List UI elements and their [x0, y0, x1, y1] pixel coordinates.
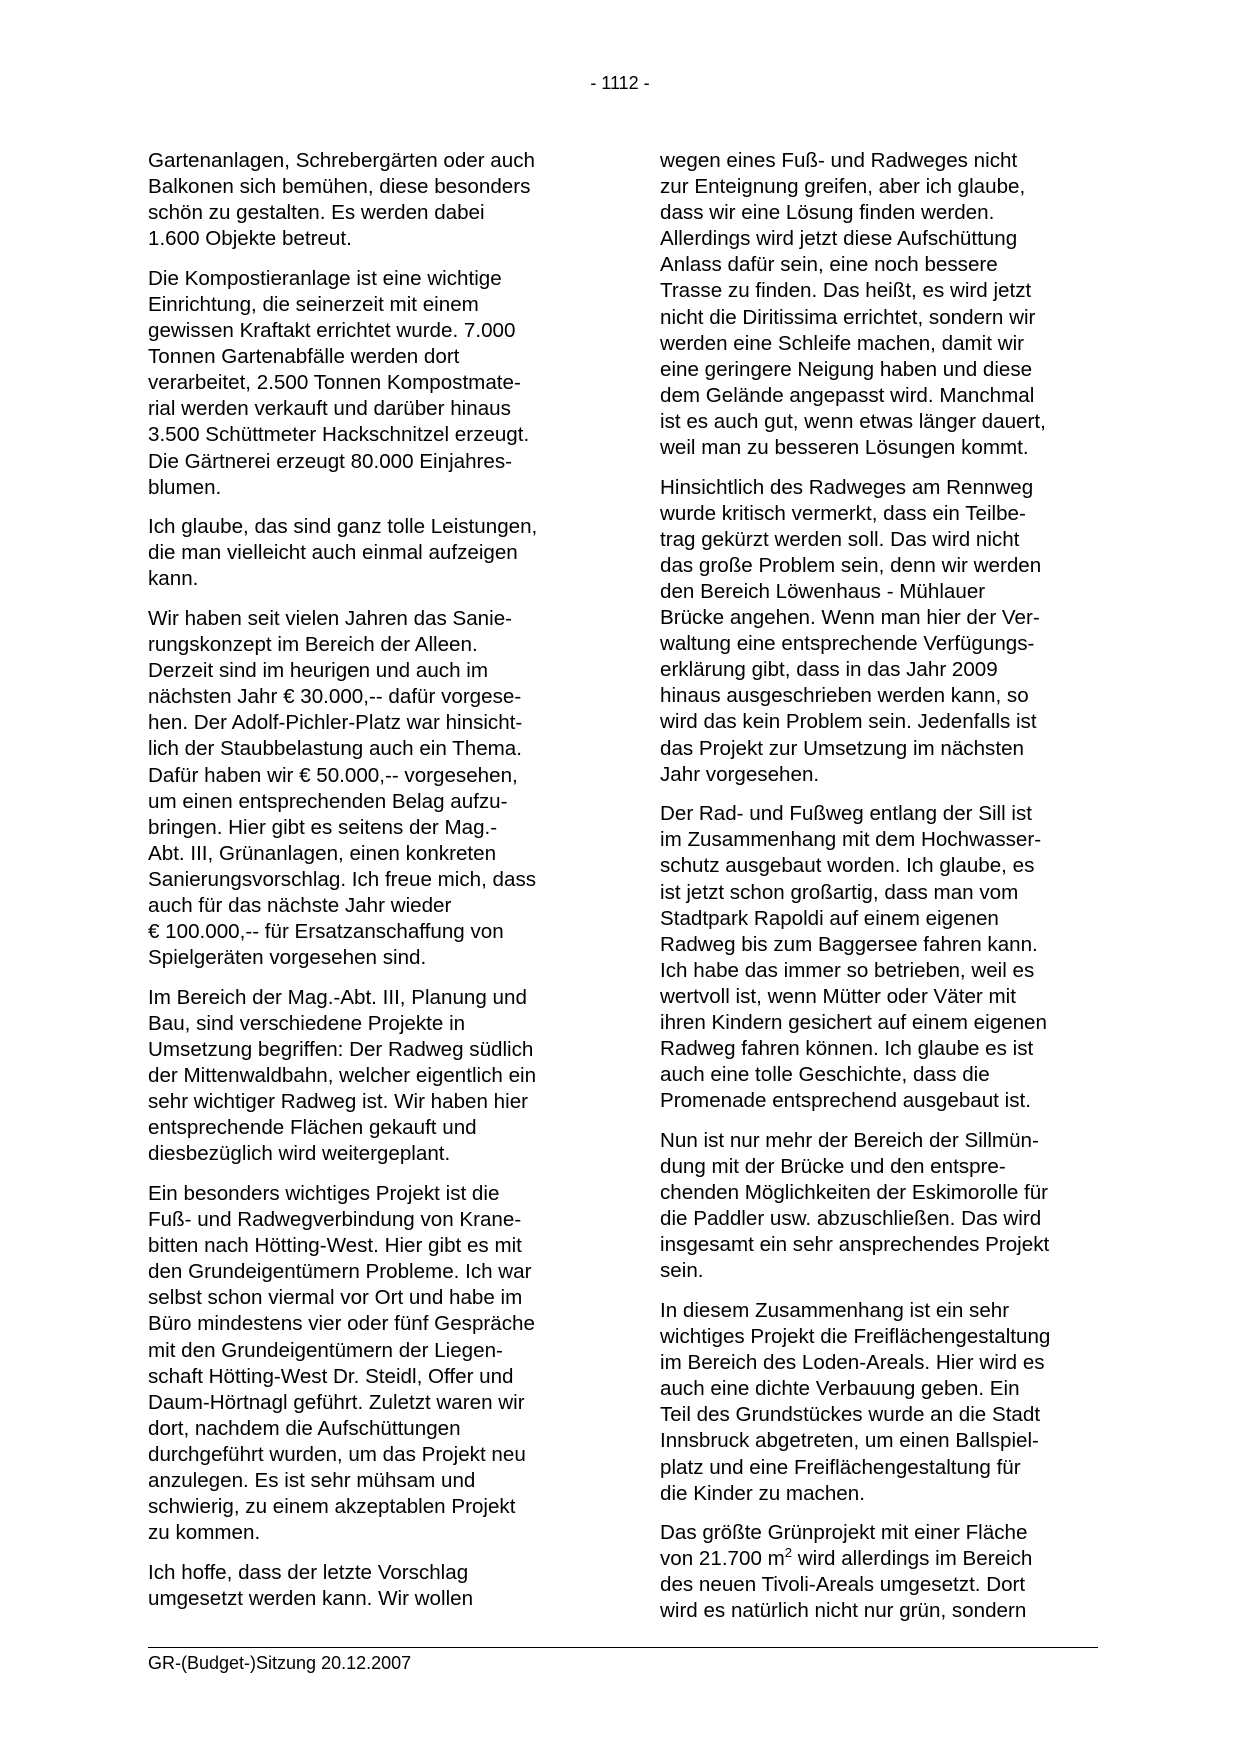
text-line: entsprechende Flächen gekauft und: [148, 1116, 477, 1140]
paragraph: [660, 475, 1105, 788]
paragraph: [148, 1181, 593, 1546]
text-fragment: von 21.700 m: [660, 1547, 785, 1571]
text-line: Büro mindestens vier oder fünf Gespräche: [148, 1312, 535, 1336]
text-line: anzulegen. Es ist sehr mühsam und: [148, 1469, 476, 1492]
paragraph: [148, 985, 593, 1168]
text-line: Innsbruck abgetreten, um einen Ballspiel-: [660, 1429, 1039, 1453]
text-line: Radweg fahren können. Ich glaube es ist: [660, 1037, 1034, 1061]
text-line: durchgeführt wurden, um das Projekt neu: [148, 1442, 526, 1466]
text-line: Das größte Grünprojekt mit einer Fläche: [660, 1521, 1028, 1545]
text-line: um einen entsprechenden Belag aufzu-: [148, 789, 508, 813]
text-line: Wir haben seit vielen Jahren das Sanie-: [148, 607, 513, 630]
text-line: schön zu gestalten. Es werden dabei: [148, 201, 485, 225]
paragraph: [148, 148, 593, 252]
text-line: Trasse zu finden. Das heißt, es wird jetzt: [660, 279, 1032, 303]
text-line: Ich habe das immer so betrieben, weil es: [660, 958, 1035, 982]
text-line: Die Kompostieranlage ist eine wichtige: [148, 266, 502, 290]
text-line: waltung eine entsprechende Verfügungs-: [660, 632, 1035, 656]
text-line: schwierig, zu einem akzeptablen Projekt: [148, 1495, 516, 1519]
text-line: wertvoll ist, wenn Mütter oder Väter mit: [660, 984, 1016, 1008]
text-line: insgesamt ein sehr ansprechendes Projekt: [660, 1233, 1050, 1257]
text-line: lich der Staubbelastung auch ein Thema.: [148, 737, 522, 761]
text-line: trag gekürzt werden soll. Das wird nicht: [660, 527, 1020, 551]
text-line: Einrichtung, die seinerzeit mit einem: [148, 292, 479, 316]
paragraph: [660, 148, 1105, 461]
text-line: des neuen Tivoli-Areals umgesetzt. Dort: [660, 1573, 1026, 1597]
text-line: platz und eine Freiflächengestaltung für: [660, 1455, 1021, 1479]
text-line: selbst schon viermal vor Ort und habe im: [148, 1286, 523, 1310]
text-line: Spielgeräten vorgesehen sind.: [148, 946, 427, 970]
text-line: zu kommen.: [148, 1521, 261, 1545]
left-column: [148, 148, 593, 1625]
text-line: diesbezüglich wird weitergeplant.: [148, 1142, 451, 1166]
text-line: der Mittenwaldbahn, welcher eigentlich ein: [148, 1064, 537, 1088]
text-line: Daum-Hörtnagl geführt. Zuletzt waren wir: [148, 1390, 525, 1414]
text-line: gewissen Kraftakt errichtet wurde. 7.000: [148, 319, 516, 343]
text-line: dung mit der Brücke und den entspre-: [660, 1154, 1006, 1178]
text-line: sehr wichtiger Radweg ist. Wir haben hier: [148, 1090, 528, 1114]
text-line: Allerdings wird jetzt diese Aufschüttung: [660, 227, 1018, 251]
footer-text: GR-(Budget-)Sitzung 20.12.2007: [148, 1653, 412, 1673]
text-line: nicht die Diritissima errichtet, sondern wir: [660, 305, 1036, 329]
text-line: die man vielleicht auch einmal aufzeigen: [148, 541, 518, 565]
text-line: rungskonzept im Bereich der Alleen.: [148, 633, 478, 657]
text-line: dort, nachdem die Aufschüttungen: [148, 1416, 461, 1440]
text-line: das große Problem sein, denn wir werden: [660, 553, 1042, 577]
text-line: werden eine Schleife machen, damit wir: [660, 331, 1025, 355]
text-line: Fuß- und Radwegverbindung von Krane-: [148, 1208, 522, 1232]
text-line: € 100.000,-- für Ersatzanschaffung von: [148, 920, 504, 944]
text-line: Bau, sind verschiedene Projekte in: [148, 1011, 466, 1035]
text-line: hinaus ausgeschrieben werden kann, so: [660, 684, 1029, 708]
text-line: Ich glaube, das sind ganz tolle Leistungen,: [148, 515, 538, 539]
text-line: Balkonen sich bemühen, diese besonders: [148, 175, 531, 199]
text-line: Radweg bis zum Baggersee fahren kann.: [660, 932, 1038, 956]
text-line: zur Enteignung greifen, aber ich glaube,: [660, 175, 1026, 199]
text-fragment: wird allerdings im Bereich: [792, 1547, 1033, 1571]
text-line: ihren Kindern gesichert auf einem eigenen: [660, 1011, 1047, 1034]
text-line: hen. Der Adolf-Pichler-Platz war hinsicht-: [148, 711, 523, 735]
text-line: [660, 1546, 1105, 1572]
text-line: Stadtpark Rapoldi auf einem eigenen: [660, 906, 999, 930]
text-line: die Kinder zu machen.: [660, 1481, 865, 1505]
text-line: wird es natürlich nicht nur grün, sondern: [660, 1599, 1027, 1623]
text-line: im Bereich des Loden-Areals. Hier wird es: [660, 1351, 1045, 1375]
text-line: dem Gelände angepasst wird. Manchmal: [660, 383, 1035, 407]
text-line: wichtiges Projekt die Freiflächengestaltung: [660, 1325, 1051, 1349]
text-line: Jahr vorgesehen.: [660, 762, 820, 786]
text-line: auch eine dichte Verbauung geben. Ein: [660, 1377, 1020, 1401]
text-line: schaft Hötting-West Dr. Steidl, Offer und: [148, 1364, 514, 1388]
text-line: umgesetzt werden kann. Wir wollen: [148, 1586, 474, 1610]
text-line: wurde kritisch vermerkt, dass ein Teilbe-: [660, 501, 1026, 525]
text-line: schutz ausgebaut worden. Ich glaube, es: [660, 854, 1035, 878]
text-line: eine geringere Neigung haben und diese: [660, 357, 1033, 381]
text-line: Die Gärtnerei erzeugt 80.000 Einjahres-: [148, 449, 513, 473]
paragraph: [660, 1520, 1105, 1624]
paragraph: [148, 514, 593, 592]
text-line: bringen. Hier gibt es seitens der Mag.-: [148, 815, 498, 839]
text-line: Promenade entsprechend ausgebaut ist.: [660, 1089, 1031, 1113]
text-line: Nun ist nur mehr der Bereich der Sillmün-: [660, 1128, 1039, 1152]
text-line: Anlass dafür sein, eine noch bessere: [660, 253, 998, 277]
text-line: Ich hoffe, dass der letzte Vorschlag: [148, 1560, 469, 1584]
text-line: auch für das nächste Jahr wieder: [148, 894, 452, 918]
text-line: mit den Grundeigentümern der Liegen-: [148, 1338, 503, 1362]
text-line: im Zusammenhang mit dem Hochwasser-: [660, 828, 1042, 852]
text-line: den Grundeigentümern Probleme. Ich war: [148, 1260, 532, 1284]
text-line: Tonnen Gartenabfälle werden dort: [148, 345, 460, 369]
text-line: weil man zu besseren Lösungen kommt.: [660, 436, 1029, 460]
paragraph: [660, 801, 1105, 1114]
text-line: auch eine tolle Geschichte, dass die: [660, 1063, 990, 1087]
text-line: 1.600 Objekte betreut.: [148, 227, 352, 251]
paragraph: [148, 606, 593, 971]
paragraph: [148, 266, 593, 501]
right-column: [660, 148, 1105, 1638]
text-line: Abt. III, Grünanlagen, einen konkreten: [148, 841, 497, 865]
paragraph: [148, 1560, 593, 1612]
text-line: sein.: [660, 1259, 704, 1283]
text-line: chenden Möglichkeiten der Eskimorolle für: [660, 1181, 1049, 1205]
text-line: wegen eines Fuß- und Radweges nicht: [660, 149, 1018, 172]
superscript: 2: [784, 1545, 793, 1561]
text-line: nächsten Jahr € 30.000,-- dafür vorgese-: [148, 685, 522, 709]
paragraph: [660, 1298, 1105, 1507]
text-line: den Bereich Löwenhaus - Mühlauer: [660, 580, 986, 603]
text-line: Dafür haben wir € 50.000,-- vorgesehen,: [148, 763, 518, 787]
text-line: bitten nach Hötting-West. Hier gibt es mit: [148, 1234, 522, 1258]
text-line: Teil des Grundstückes wurde an die Stadt: [660, 1403, 1041, 1427]
right-paragraphs: [660, 148, 1105, 1507]
text-line: Derzeit sind im heurigen und auch im: [148, 659, 488, 683]
text-line: kann.: [148, 567, 199, 591]
text-line: 3.500 Schüttmeter Hackschnitzel erzeugt.: [148, 423, 530, 447]
text-line: wird das kein Problem sein. Jedenfalls ist: [660, 710, 1037, 734]
text-line: blumen.: [148, 475, 222, 499]
page-number: - 1112 -: [590, 73, 650, 93]
text-line: die Paddler usw. abzuschließen. Das wird: [660, 1207, 1042, 1231]
text-line: Sanierungsvorschlag. Ich freue mich, dass: [148, 867, 537, 891]
text-line: Im Bereich der Mag.-Abt. III, Planung und: [148, 985, 527, 1009]
text-line: dass wir eine Lösung finden werden.: [660, 201, 995, 225]
text-line: erklärung gibt, dass in das Jahr 2009: [660, 658, 998, 682]
text-line: ist jetzt schon großartig, dass man vom: [660, 880, 1019, 904]
text-line: Hinsichtlich des Radweges am Rennweg: [660, 475, 1034, 499]
text-line: Ein besonders wichtiges Projekt ist die: [148, 1181, 500, 1205]
footer-divider: [148, 1647, 1098, 1648]
text-line: rial werden verkauft und darüber hinaus: [148, 397, 511, 421]
text-line: Gartenanlagen, Schrebergärten oder auch: [148, 149, 535, 172]
text-line: Umsetzung begriffen: Der Radweg südlich: [148, 1038, 534, 1061]
text-line: Der Rad- und Fußweg entlang der Sill ist: [660, 802, 1033, 826]
paragraph: [660, 1128, 1105, 1285]
text-line: das Projekt zur Umsetzung im nächsten: [660, 736, 1024, 760]
text-line: ist es auch gut, wenn etwas länger dauert,: [660, 409, 1046, 433]
text-line: Brücke angehen. Wenn man hier der Ver-: [660, 606, 1040, 630]
text-line: verarbeitet, 2.500 Tonnen Kompostmate-: [148, 371, 521, 395]
text-line: In diesem Zusammenhang ist ein sehr: [660, 1298, 1010, 1322]
